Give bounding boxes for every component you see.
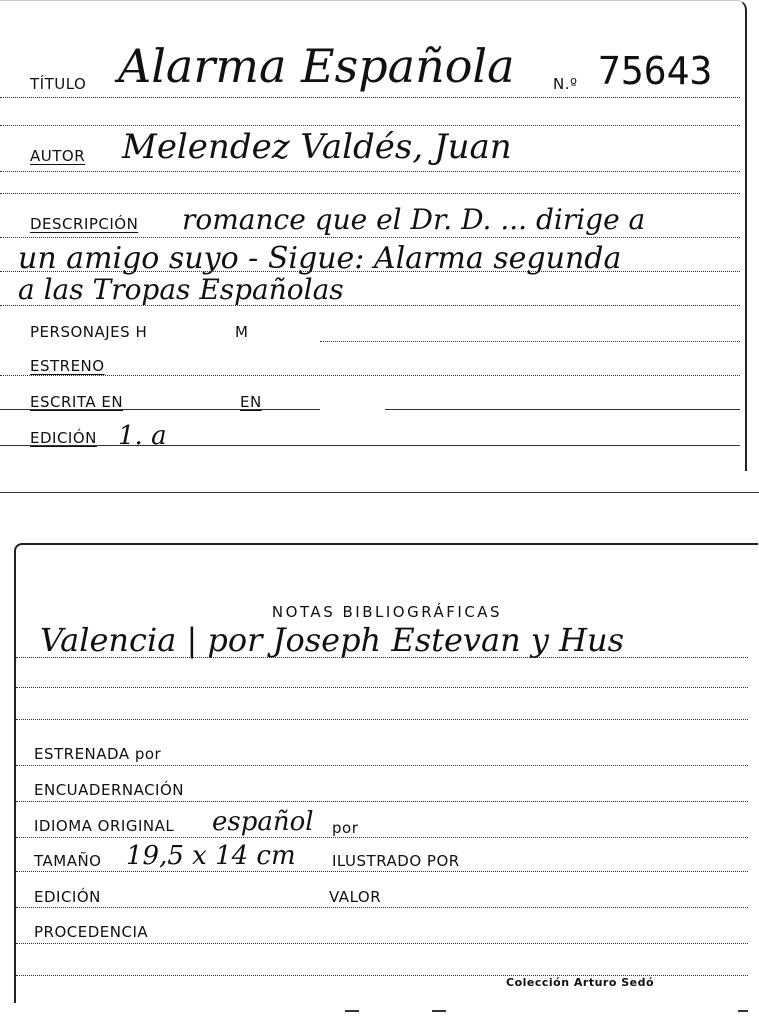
notas-line — [16, 657, 748, 658]
titulo-value: Alarma Española — [118, 39, 515, 93]
por-label: por — [332, 819, 359, 837]
notas-line — [16, 687, 748, 688]
edicion-line — [0, 445, 740, 446]
edicion-label-bottom: EDICIÓN — [34, 888, 101, 906]
valor-label: VALOR — [329, 888, 382, 906]
edicion-value: 1. a — [118, 421, 167, 451]
ilustrado-label: ILUSTRADO POR — [332, 852, 460, 870]
blank-line — [0, 193, 740, 194]
notas-title: NOTAS BIBLIOGRÁFICAS — [271, 603, 503, 621]
estreno-label: ESTRENO — [30, 357, 105, 375]
descripcion-line — [0, 237, 740, 238]
notas-line — [16, 719, 748, 720]
scan-mark — [345, 1010, 359, 1012]
autor-label: AUTOR — [30, 147, 86, 165]
encuadernacion-label: ENCUADERNACIÓN — [34, 781, 185, 799]
idioma-value: español — [212, 807, 314, 837]
descripcion-line — [0, 305, 740, 306]
titulo-label: TÍTULO — [30, 75, 87, 93]
blank-line — [0, 125, 740, 126]
escrita-label: ESCRITA EN — [30, 393, 124, 411]
numero-label: N.º — [553, 75, 578, 93]
escrita-line — [0, 409, 320, 410]
descripcion-line — [0, 271, 740, 272]
tamano-label: TAMAÑO — [34, 852, 102, 870]
card-divider — [0, 492, 759, 493]
scan-mark — [432, 1010, 446, 1012]
tamano-line — [16, 871, 748, 872]
scan-mark — [738, 1010, 748, 1012]
estreno-line — [0, 375, 740, 376]
personajes-label: PERSONAJES H — [30, 323, 148, 341]
edicion-valor-line — [16, 907, 748, 908]
descripcion-line3: a las Tropas Españolas — [18, 273, 344, 306]
personajes-line — [320, 341, 740, 342]
coleccion-footer: Colección Arturo Sedó — [506, 976, 655, 989]
numero-value: 75643 — [598, 49, 713, 93]
catalog-card-top — [0, 0, 747, 471]
estrenada-line — [16, 765, 748, 766]
en-label: EN — [240, 393, 262, 411]
titulo-line — [0, 97, 740, 98]
procedencia-label: PROCEDENCIA — [34, 923, 149, 941]
tamano-value: 19,5 x 14 cm — [126, 841, 296, 871]
en-line — [385, 409, 740, 410]
autor-value: Melendez Valdés, Juan — [122, 127, 512, 167]
personajes-m-label: M — [235, 323, 249, 341]
catalog-card-bottom — [14, 543, 758, 1003]
procedencia-line — [16, 943, 748, 944]
edicion-label: EDICIÓN — [30, 429, 97, 447]
autor-line — [0, 171, 740, 172]
descripcion-line2: un amigo suyo - Sigue: Alarma segunda — [18, 241, 622, 276]
idioma-line — [16, 837, 748, 838]
notas-value: Valencia | por Joseph Estevan y Hus — [40, 621, 625, 659]
encuadernacion-line — [16, 801, 748, 802]
idioma-label: IDIOMA ORIGINAL — [34, 817, 175, 835]
descripcion-line1: romance que el Dr. D. ... dirige a — [182, 203, 646, 236]
estrenada-label: ESTRENADA por — [34, 745, 162, 763]
descripcion-label: DESCRIPCIÓN — [30, 215, 139, 233]
